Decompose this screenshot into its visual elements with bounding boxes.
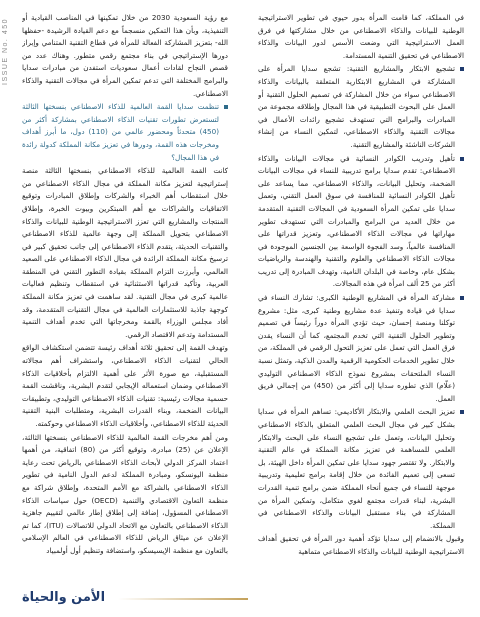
bullet-national-projects: مشاركة المرأة في المشاريع الوطنية الكبرى: تشارك النساء في سدايا في قيادة وتنفيذ عدة مشاريع وطنية كبرى، مثل: مشروع توكلنا ومنصة إحسان، حيث تؤدي المرأة دوراً رئيساً في تصميم وتطوير الحلول التقنية التي تخدم المجتمع، كما أن النساء يقدن فرق العمل التي تعمل على تعزيز التحول الرقمي في المملكة، من خلال تطوير الخدمات الحكومية الرقمية والمدن الذكية، وتمثل نسبة النساء الملتحقات بمشروع نموذج الذكاء الاصطناعي التوليدي (علّام) الذي تطوره سدايا إلى أكثر من (450) من إجمالي فريق العمل.: [258, 292, 455, 405]
footer-decorative-line: [118, 598, 248, 600]
left-column: [22, 12, 228, 574]
answer-paragraph-2: وتهدف القمة إلى تحقيق ثلاثة أهداف رئيسة تتضمن استكشاف الواقع الحالي لتقنيات الذكاء الاصطناعي، واستشراف أهم مجالاته المستقبلية، مع صورة الأثر على أهمية الالتزام بأخلاقيات الذكاء الاصطناعي وضمان استعماله الإيجابي لتقدم البشرية، وناقشت القمة حسمية مجالات رئيسية: تقنيات الذكاء الاصطناعي التوليدي، وتطبيقات البيانات الضخمة، وبناء القدرات البشرية، ومتطلبات البنية التقنية الحديثة للذكاء الاصطناعي، وأخلاقيات الذكاء الاصطناعي وحوكمته.: [22, 343, 228, 428]
right-bullet-list: [258, 63, 464, 532]
bullet-innovation: تشجيع الابتكار والمشاريع التقنية: تشجع سدايا المرأة على المشاركة في المشاريع الابتكارية المتعلقة بالبيانات والذكاء الاصطناعي سواء من خلال المشاركة في تصميم الحلول التقنية أو العمل على البحوث التطبيقية في هذا المجال وإطلاقه مجموعة من المبادرات والبرامج التي تستهدف تشجيع رائدات الأعمال في مجالات التقنية والذكاء الاصطناعي، لتمكين النساء من إنشاء الشركات الناشئة والمشاريع التقنية.: [258, 63, 455, 151]
bullet-training: تأهيل وتدريب الكوادر النسائية في مجالات البيانات والذكاء الاصطناعي: تقدم سدايا برامج تدريبية للنساء في مجالات البيانات الضخمة، وتحليل البيانات، والذكاء الاصطناعي، مما يساعد على تأهيل الكوادر النسائية للمنافسة في سوق العمل التقني، وتعمل سدايا على تمكين المرأة السعودية في المجالات التقنية المتقدمة من خلال العديد من البرامج والمبادرات التي تستهدف تطوير مهاراتها في مجالات الذكاء الاصطناعي، وتعزيز قدراتها على المنافسة عالمياً، وسد الفجوة الواسعة بين الجنسين الموجودة في مجالات الذكاء الاصطناعي والعلوم والتقنية والهندسة والرياضيات بشكل عام، وخاصة في البلدان النامية، وتهدف المبادرة إلى تدريب أكثر من 25 ألف امرأة في هذه المجالات.: [258, 153, 455, 292]
right-closing-paragraph: وقبول بالانضمام إلى سدايا تؤكد أهمية دور المرأة في تحقيق أهداف الاستراتيجية الوطنية للبيانات والذكاء الاصطناعي متماهية: [258, 534, 464, 556]
answer-paragraph-3: ومن أهم مخرجات القمة العالمية للذكاء الاصطناعي بنسختها الثالثة، الإعلان عن (25) مبادرة، وتوقيع أكثر من (80) اتفاقية، من أهمها اعتماد المركز الدولي لأبحاث الذكاء الاصطناعي بالرياض تحت رعاية منظمة اليونسكو، ومبادرة المملكة لدعم الدول النامية في تطوير الذكاء الاصطناعي بالشراكة مع الأمم المتحدة، وإطلاق شراكة مع منظمة التعاون الاقتصادي والتنمية (OECD) حول سياسات الذكاء الاصطناعي المسؤول، إضافة إلى إطلاق إطار عالمي لتقييم جاهزية الذكاء الاصطناعي بالتعاون مع الاتحاد الدولي للاتصالات (ITU)، كما تم الإعلان عن ميثاق الرياض للذكاء الاصطناعي في العالم الإسلامي بالتعاون مع منظمة الإيسيسكو، واستضافة وتنظيم أول أولمبياد: [22, 432, 228, 555]
bullet-research: تعزيز البحث العلمي والابتكار الأكاديمي: تساهم المرأة في سدايا بشكل كبير في مجال البحث العلمي المتعلق بالذكاء الاصطناعي وتحليل البيانات، وتعمل على تشجيع النساء على البحث والابتكار العلمي للمساهمة في تعزيز مكانة المملكة في عالم التقنية والابتكار. ولا تقتصر جهود سدايا على تمكين المرأة داخل الهيئة، بل تسعى إلى تعميم الفائدة من خلال إقامة برامج تعليمية وتدريبية موجهة للنساء في جميع أنحاء المملكة ضمن برامج تنمية القدرات البشرية، لبناء قدرات مجتمع لغوي متكامل، وتمكين المرأة من المشاركة في بناء مستقبل البيانات والذكاء الاصطناعي في المملكة.: [258, 406, 455, 532]
question-heading: تنظمت سدايا القمة العالمية للذكاء الاصطناعي بنسختها الثالثة لتستعرض تطورات تقنيات الذكاء الاصطناعي بمشاركة أكثر من (450) متحدثاً ومحضور عالمي من (110) دول، ما أبرز أهداف ومخرجات هذه القمة، ودورها في تعزيز مكانة المملكة كدولة رائدة في هذا المجال؟: [22, 101, 228, 164]
left-intro-paragraph: مع رؤية السعودية 2030 من خلال تمكينها في المناصب القيادية أو التنفيذية، وبأن هذا التمكين منسجماً مع دعم القيادة الرشيدة -حفظها الله- بتعزيز المشاركة الفعالة للمرأة في قطاع التقنية المتنامي وإبراز دورها الإستراتيجي في بناء مجتمع رقمي متطور. وهناك عدد من قصص النجاح لقادات أعمال سعوديات استفدن من مبادرات سدايا والبرامج المختلفة التي تدعم تمكين المرأة في مجالات التقنية والذكاء الاصطناعي.: [22, 13, 228, 98]
right-intro-paragraph: في المملكة، كما قامت المرأة بدور حيوي في تطوير الاستراتيجية الوطنية للبيانات والذكاء الاصطناعي من خلال مشاركتها في فرق العمل الاستراتيجية التي وضعت الأسس لدور البيانات والذكاء الاصطناعي في تحقيق التنمية المستدامة.: [258, 13, 464, 60]
right-column: [258, 12, 464, 574]
answer-paragraph-1: كانت القمة العالمية للذكاء الاصطناعي بنسختها الثالثة منصة إستراتيجية لتعزيز مكانة المملكة في مجال الذكاء الاصطناعي من خلال استقطاب أهم الخبراء والشركات وإطلاق المبادرات وتوقيع الاتفاقيات والشراكات مع أهم المبتكرين وبيوت الخبرة، وإطلاق المنتجات والمشاريع التي تعزز الاستراتيجية الوطنية للبيانات والذكاء الاصطناعي بتحويل المملكة إلى وجهة عالمية للذكاء الاصطناعي والتقنيات الحديثة، يتقدم الذكاء الاصطناعي إلى جانب تحقيق كبير في ترسيخ مكانة المملكة الرائدة في مجال الذكاء الاصطناعي على الصعيد العالمي، وأبرزت التزام المملكة بقيادة التطور التقني في المنطقة العربية، وتأكيد قدراتها الاستثنائية في استقطاب وتنظيم فعاليات عالمية كبرى في مجال التقنية. لقد ساهمت في تعزيز مكانة المملكة كوجهة جاذبة للاستثمارات العالمية في مجال التقنيات المتقدمة، وقد أفاد مجلس الوزراء بالقمة ومخرجاتها التي تخدم أهداف التنمية المستدامة وتدعم الاقتصاد الرقمي.: [22, 166, 228, 339]
issue-number-label: ISSUE No. 450: [2, 18, 9, 85]
magazine-title: الأمن والحياة: [22, 590, 106, 605]
